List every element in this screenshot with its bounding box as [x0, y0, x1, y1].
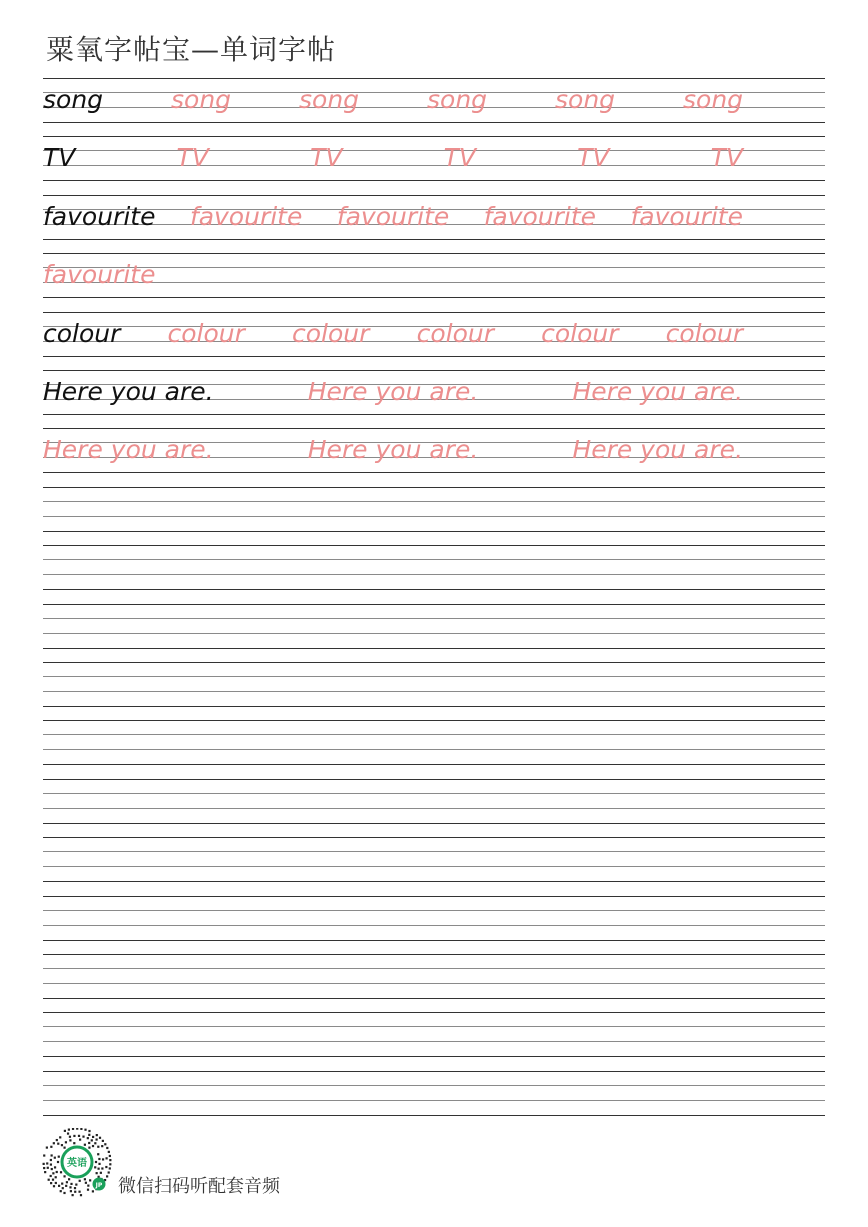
guide-line — [43, 706, 825, 707]
practice-row — [43, 253, 825, 297]
guide-line — [43, 1056, 825, 1057]
blank-practice-row — [43, 604, 825, 648]
guide-line — [43, 998, 825, 999]
guide-line — [43, 720, 825, 721]
trace-word: Here you are. — [572, 377, 743, 406]
trace-word: colour — [416, 318, 494, 348]
guide-line — [43, 940, 825, 941]
blank-practice-row — [43, 779, 825, 823]
guide-line — [43, 1085, 825, 1086]
trace-word: Here you are. — [572, 435, 743, 465]
guide-line — [43, 559, 825, 560]
trace-word: TV — [176, 143, 209, 173]
trace-word: favourite — [483, 201, 597, 231]
guide-line — [43, 267, 825, 268]
model-word: Here you are. — [43, 377, 214, 406]
guide-line — [43, 662, 825, 663]
guide-line — [43, 516, 825, 517]
trace-word: favourite — [189, 201, 303, 231]
guide-line — [43, 633, 825, 634]
guide-line — [43, 896, 825, 897]
trace-word: song — [555, 85, 616, 114]
guide-line — [43, 793, 825, 794]
guide-line — [43, 574, 825, 575]
guide-line — [43, 1012, 825, 1013]
guide-line — [43, 180, 825, 181]
guide-line — [43, 297, 825, 298]
model-word: favourite — [43, 201, 156, 231]
guide-line — [43, 370, 825, 371]
guide-line — [43, 881, 825, 882]
guide-line — [43, 910, 825, 911]
blank-practice-row — [43, 487, 825, 531]
guide-line — [43, 501, 825, 502]
guide-line — [43, 749, 825, 750]
blank-practice-row — [43, 1071, 825, 1115]
guide-line — [43, 356, 825, 357]
guide-line — [43, 195, 825, 196]
blank-practice-row — [43, 1012, 825, 1056]
practice-row — [43, 195, 825, 239]
trace-word: TV — [710, 143, 743, 173]
guide-line — [43, 968, 825, 969]
page-title: 粟氧字帖宝—单词字帖 — [46, 33, 337, 66]
trace-word: colour — [665, 318, 743, 348]
trace-word: favourite — [43, 260, 156, 290]
guide-line — [43, 954, 825, 955]
guide-line — [43, 823, 825, 824]
practice-row — [43, 428, 825, 472]
blank-practice-row — [43, 837, 825, 881]
guide-line — [43, 487, 825, 488]
trace-word: Here you are. — [43, 435, 214, 465]
guide-line — [43, 136, 825, 137]
audio-caption: 微信扫码听配套音频 — [118, 1176, 280, 1197]
trace-word: favourite — [336, 201, 450, 231]
trace-word: colour — [167, 318, 245, 348]
guide-line — [43, 837, 825, 838]
guide-line — [43, 253, 825, 254]
guide-line — [43, 851, 825, 852]
guide-line — [43, 676, 825, 677]
qr-label: 英语 — [67, 1158, 87, 1169]
guide-line — [43, 428, 825, 429]
guide-line — [43, 1041, 825, 1042]
trace-word: Here you are. — [307, 435, 479, 465]
guide-line — [43, 414, 825, 415]
guide-line — [43, 122, 825, 123]
guide-line — [43, 1026, 825, 1027]
guide-line — [43, 312, 825, 313]
trace-word: TV — [443, 143, 476, 173]
guide-line — [43, 1115, 825, 1116]
trace-word: song — [171, 85, 232, 114]
guide-line — [43, 165, 825, 166]
trace-word: song — [683, 85, 744, 114]
guide-line — [43, 764, 825, 765]
guide-line — [43, 925, 825, 926]
trace-word: favourite — [630, 201, 743, 231]
guide-line — [43, 691, 825, 692]
blank-practice-row — [43, 954, 825, 998]
practice-row — [43, 370, 825, 414]
guide-line — [43, 531, 825, 532]
blank-practice-row — [43, 662, 825, 706]
model-word: song — [43, 85, 104, 114]
guide-line — [43, 648, 825, 649]
guide-line — [43, 983, 825, 984]
guide-line — [43, 1100, 825, 1101]
guide-line — [43, 589, 825, 590]
practice-row — [43, 78, 825, 122]
guide-line — [43, 239, 825, 240]
blank-practice-row — [43, 720, 825, 764]
model-word: colour — [43, 318, 121, 348]
blank-practice-row — [43, 545, 825, 589]
guide-line — [43, 150, 825, 151]
guide-line — [43, 472, 825, 473]
qr-badge: JP — [95, 1182, 103, 1189]
guide-line — [43, 604, 825, 605]
guide-line — [43, 618, 825, 619]
guide-line — [43, 545, 825, 546]
trace-word: Here you are. — [307, 377, 479, 406]
trace-word: TV — [577, 143, 610, 173]
guide-line — [43, 779, 825, 780]
trace-word: TV — [310, 143, 343, 173]
guide-line — [43, 866, 825, 867]
trace-word: song — [299, 85, 360, 114]
trace-word: colour — [541, 318, 619, 348]
blank-practice-row — [43, 896, 825, 940]
trace-word: song — [427, 85, 488, 114]
model-word: TV — [43, 143, 76, 173]
guide-line — [43, 1071, 825, 1072]
guide-line — [43, 734, 825, 735]
guide-line — [43, 78, 825, 79]
trace-word: colour — [292, 318, 370, 348]
practice-row — [43, 136, 825, 180]
practice-sheet — [43, 0, 825, 1227]
qr-code-icon[interactable] — [41, 1128, 113, 1200]
guide-line — [43, 808, 825, 809]
practice-row — [43, 312, 825, 356]
guide-line — [43, 282, 825, 283]
